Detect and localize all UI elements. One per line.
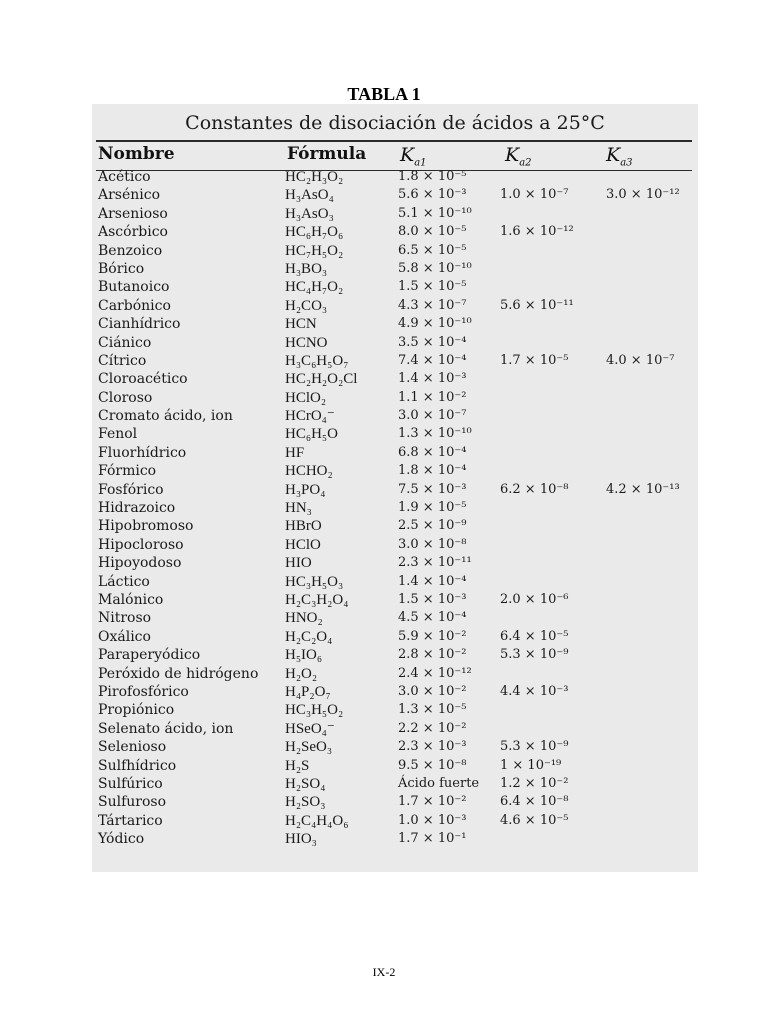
column-header-ka1: $K_{a1}$ (400, 144, 427, 169)
ka1-value: 3.0 × 10⁻² (398, 683, 467, 699)
ka1-value: 5.9 × 10⁻² (398, 628, 467, 644)
acid-formula: H₃AsO₄ (285, 187, 334, 204)
acid-name: Propiónico (98, 702, 175, 719)
acid-name: Hidrazoico (98, 500, 176, 517)
ka2-value: 6.2 × 10⁻⁸ (500, 481, 569, 497)
acid-formula: HC₆H₅O (285, 426, 338, 443)
column-header-formula: Fórmula (287, 144, 367, 164)
table-row (92, 536, 698, 554)
acid-formula: HCrO₄⁻ (285, 408, 335, 425)
ka1-value: 4.3 × 10⁻⁷ (398, 297, 467, 313)
ka1-value: 2.2 × 10⁻² (398, 720, 467, 736)
table-row (92, 444, 698, 462)
ka1-value: 6.5 × 10⁻⁵ (398, 242, 467, 258)
table-row (92, 352, 698, 370)
acid-name: Cloroso (98, 389, 153, 406)
table-row (92, 830, 698, 848)
table-row (92, 481, 698, 499)
ka1-value: 1.4 × 10⁻⁴ (398, 573, 467, 589)
acid-formula: HCNO (285, 334, 328, 351)
acid-formula: HCHO₂ (285, 463, 333, 480)
ka1-value: 5.1 × 10⁻¹⁰ (398, 205, 472, 221)
acid-name: Ascórbico (98, 224, 168, 241)
acid-formula: H₂C₃H₂O₄ (285, 591, 349, 608)
table-row (92, 812, 698, 830)
acid-name: Cítrico (98, 352, 147, 369)
table-row (92, 278, 698, 296)
ka2-value: 5.3 × 10⁻⁹ (500, 647, 569, 663)
acid-name: Malónico (98, 591, 164, 608)
table-row (92, 517, 698, 535)
table-row (92, 683, 698, 701)
acid-formula: HC₆H₇O₆ (285, 224, 344, 241)
table-row (92, 315, 698, 333)
acid-name: Sulfhídrico (98, 757, 177, 774)
ka1-value: 3.0 × 10⁻⁸ (398, 536, 467, 552)
ka1-value: 4.9 × 10⁻¹⁰ (398, 316, 472, 332)
table-row (92, 260, 698, 278)
acid-formula: HC₃H₅O₃ (285, 573, 344, 590)
table-row (92, 665, 698, 683)
acid-name: Láctico (98, 573, 150, 590)
acid-formula: HCN (285, 316, 317, 333)
acid-formula: H₂SO₃ (285, 794, 326, 811)
table-row (92, 757, 698, 775)
ka3-value: 3.0 × 10⁻¹² (606, 187, 680, 203)
table-row (92, 720, 698, 738)
ka1-value: 3.5 × 10⁻⁴ (398, 334, 467, 350)
acid-formula: H₂C₄H₄O₆ (285, 812, 349, 829)
acid-name: Pirofosfórico (98, 683, 189, 700)
table-row (92, 554, 698, 572)
acid-name: Tártarico (98, 812, 163, 829)
ka1-value: 2.3 × 10⁻³ (398, 739, 467, 755)
ka1-value: 2.4 × 10⁻¹² (398, 665, 472, 681)
acid-formula: H₃BO₃ (285, 260, 328, 277)
acid-name: Acético (98, 169, 151, 185)
acid-name: Cromato ácido, ion (98, 408, 233, 425)
ka1-value: 1.7 × 10⁻¹ (398, 831, 467, 847)
ka1-value: 1.3 × 10⁻¹⁰ (398, 426, 472, 442)
table-row (92, 389, 698, 407)
ka1-value: 1.4 × 10⁻³ (398, 371, 467, 387)
table-row (92, 646, 698, 664)
acid-name: Benzoico (98, 242, 163, 259)
ka1-value: 7.4 × 10⁻⁴ (398, 352, 467, 368)
ka1-value: 2.8 × 10⁻² (398, 647, 467, 663)
ka2-value: 5.3 × 10⁻⁹ (500, 739, 569, 755)
table-row (92, 425, 698, 443)
acid-name: Cloroacético (98, 371, 188, 388)
acid-formula: H₂S (285, 757, 310, 774)
table-row (92, 186, 698, 204)
column-header-ka3: $K_{a3}$ (606, 144, 633, 169)
acid-name: Ciánico (98, 334, 152, 351)
table-row (92, 628, 698, 646)
table-row (92, 591, 698, 609)
acid-formula: H₃PO₄ (285, 481, 326, 498)
acid-formula: HC₂H₃O₂ (285, 169, 344, 185)
table-row (92, 370, 698, 388)
ka1-value: 6.8 × 10⁻⁴ (398, 444, 467, 460)
acid-formula: HN₃ (285, 500, 312, 517)
column-header-ka2: $K_{a2}$ (505, 144, 532, 169)
acid-name: Fosfórico (98, 481, 164, 498)
ka1-value: 5.8 × 10⁻¹⁰ (398, 260, 472, 276)
acid-name: Yódico (98, 831, 145, 848)
acid-formula: HC₄H₇O₂ (285, 279, 344, 296)
ka1-value: 1.5 × 10⁻⁵ (398, 279, 467, 295)
ka1-value: 1.0 × 10⁻³ (398, 812, 467, 828)
ka1-value: 1.3 × 10⁻⁵ (398, 702, 467, 718)
ka1-value: 5.6 × 10⁻³ (398, 187, 467, 203)
acid-formula: H₃AsO₃ (285, 205, 334, 222)
table-row (92, 738, 698, 756)
acid-formula: H₂SeO₃ (285, 739, 333, 756)
acid-name: Hipoyodoso (98, 555, 182, 572)
acid-formula: H₂O₂ (285, 665, 318, 682)
table-top-rule (96, 140, 692, 142)
acid-name: Fórmico (98, 463, 157, 480)
ka1-value: 1.8 × 10⁻⁴ (398, 463, 467, 479)
ka1-value: 1.1 × 10⁻² (398, 389, 467, 405)
table-row (92, 223, 698, 241)
acid-formula: H₂C₂O₄ (285, 628, 333, 645)
acid-name: Hipobromoso (98, 518, 194, 535)
table-row (92, 499, 698, 517)
table-body (92, 168, 698, 848)
acid-formula: H₂CO₃ (285, 297, 328, 314)
acid-name: Selenioso (98, 739, 167, 756)
ka2-value: 6.4 × 10⁻⁵ (500, 628, 569, 644)
ka1-value: 7.5 × 10⁻³ (398, 481, 467, 497)
table-caption: Constantes de disociación de ácidos a 25°C (185, 112, 605, 134)
acid-name: Hipocloroso (98, 536, 184, 553)
ka2-value: 4.4 × 10⁻³ (500, 683, 569, 699)
acid-formula: HBrO (285, 518, 322, 535)
acid-name: Bórico (98, 260, 145, 277)
table-row (92, 205, 698, 223)
table-row (92, 297, 698, 315)
acid-formula: H₅IO₆ (285, 647, 323, 664)
column-header-name: Nombre (98, 144, 175, 164)
acid-formula: HClO (285, 536, 321, 553)
table-row (92, 609, 698, 627)
table-row (92, 334, 698, 352)
acid-formula: HC₃H₅O₂ (285, 702, 344, 719)
table-row (92, 407, 698, 425)
acid-name: Carbónico (98, 297, 171, 314)
ka2-value: 1.7 × 10⁻⁵ (500, 352, 569, 368)
acid-name: Nitroso (98, 610, 152, 627)
table-row (92, 701, 698, 719)
acid-formula: H₄P₂O₇ (285, 683, 331, 700)
acid-name: Sulfuroso (98, 794, 167, 811)
acid-formula: HC₇H₅O₂ (285, 242, 344, 259)
ka3-value: 4.0 × 10⁻⁷ (606, 352, 675, 368)
acid-name: Selenato ácido, ion (98, 720, 234, 737)
acid-name: Arsénico (98, 187, 161, 204)
acid-formula: HF (285, 444, 305, 461)
ka2-value: 1.2 × 10⁻² (500, 775, 569, 791)
ka1-value: 1.7 × 10⁻² (398, 794, 467, 810)
acid-name: Oxálico (98, 628, 151, 645)
acid-name: Paraperyódico (98, 647, 201, 664)
scanned-table-image (92, 104, 698, 872)
acid-formula: HC₂H₂O₂Cl (285, 371, 358, 388)
ka2-value: 2.0 × 10⁻⁶ (500, 591, 569, 607)
acid-name: Fluorhídrico (98, 444, 187, 461)
ka1-value: 4.5 × 10⁻⁴ (398, 610, 467, 626)
ka2-value: 5.6 × 10⁻¹¹ (500, 297, 574, 313)
ka1-value: Ácido fuerte (398, 775, 480, 791)
ka1-value: 3.0 × 10⁻⁷ (398, 408, 467, 424)
ka3-value: 4.2 × 10⁻¹³ (606, 481, 680, 497)
acid-name: Fenol (98, 426, 138, 443)
acid-name: Arsenioso (98, 205, 168, 222)
ka1-value: 8.0 × 10⁻⁵ (398, 224, 467, 240)
table-row (92, 168, 698, 186)
ka2-value: 4.6 × 10⁻⁵ (500, 812, 569, 828)
table-row (92, 242, 698, 260)
ka2-value: 6.4 × 10⁻⁸ (500, 794, 569, 810)
page-title: TABLA 1 (347, 84, 421, 104)
ka2-value: 1 × 10⁻¹⁹ (500, 757, 562, 773)
acid-name: Peróxido de hidrógeno (98, 665, 259, 682)
ka2-value: 1.6 × 10⁻¹² (500, 224, 574, 240)
table-row (92, 462, 698, 480)
ka1-value: 9.5 × 10⁻⁸ (398, 757, 467, 773)
acid-formula: HIO (285, 555, 312, 572)
ka2-value: 1.0 × 10⁻⁷ (500, 187, 569, 203)
ka1-value: 1.5 × 10⁻³ (398, 591, 467, 607)
acid-name: Sulfúrico (98, 775, 163, 792)
page-number: IX-2 (372, 965, 396, 979)
acid-formula: HClO₂ (285, 389, 327, 406)
acid-formula: HSeO₄⁻ (285, 720, 335, 737)
ka1-value: 2.5 × 10⁻⁹ (398, 518, 467, 534)
acid-formula: H₃C₆H₅O₇ (285, 352, 349, 369)
ka1-value: 2.3 × 10⁻¹¹ (398, 555, 472, 571)
acid-name: Butanoico (98, 279, 170, 296)
acid-name: Cianhídrico (98, 316, 181, 333)
ka1-value: 1.8 × 10⁻⁵ (398, 169, 467, 184)
acid-formula: HNO₂ (285, 610, 323, 627)
table-row (92, 793, 698, 811)
acid-formula: H₂SO₄ (285, 775, 326, 792)
table-row (92, 573, 698, 591)
ka1-value: 1.9 × 10⁻⁵ (398, 500, 467, 516)
table-row (92, 775, 698, 793)
acid-formula: HIO₃ (285, 831, 317, 848)
